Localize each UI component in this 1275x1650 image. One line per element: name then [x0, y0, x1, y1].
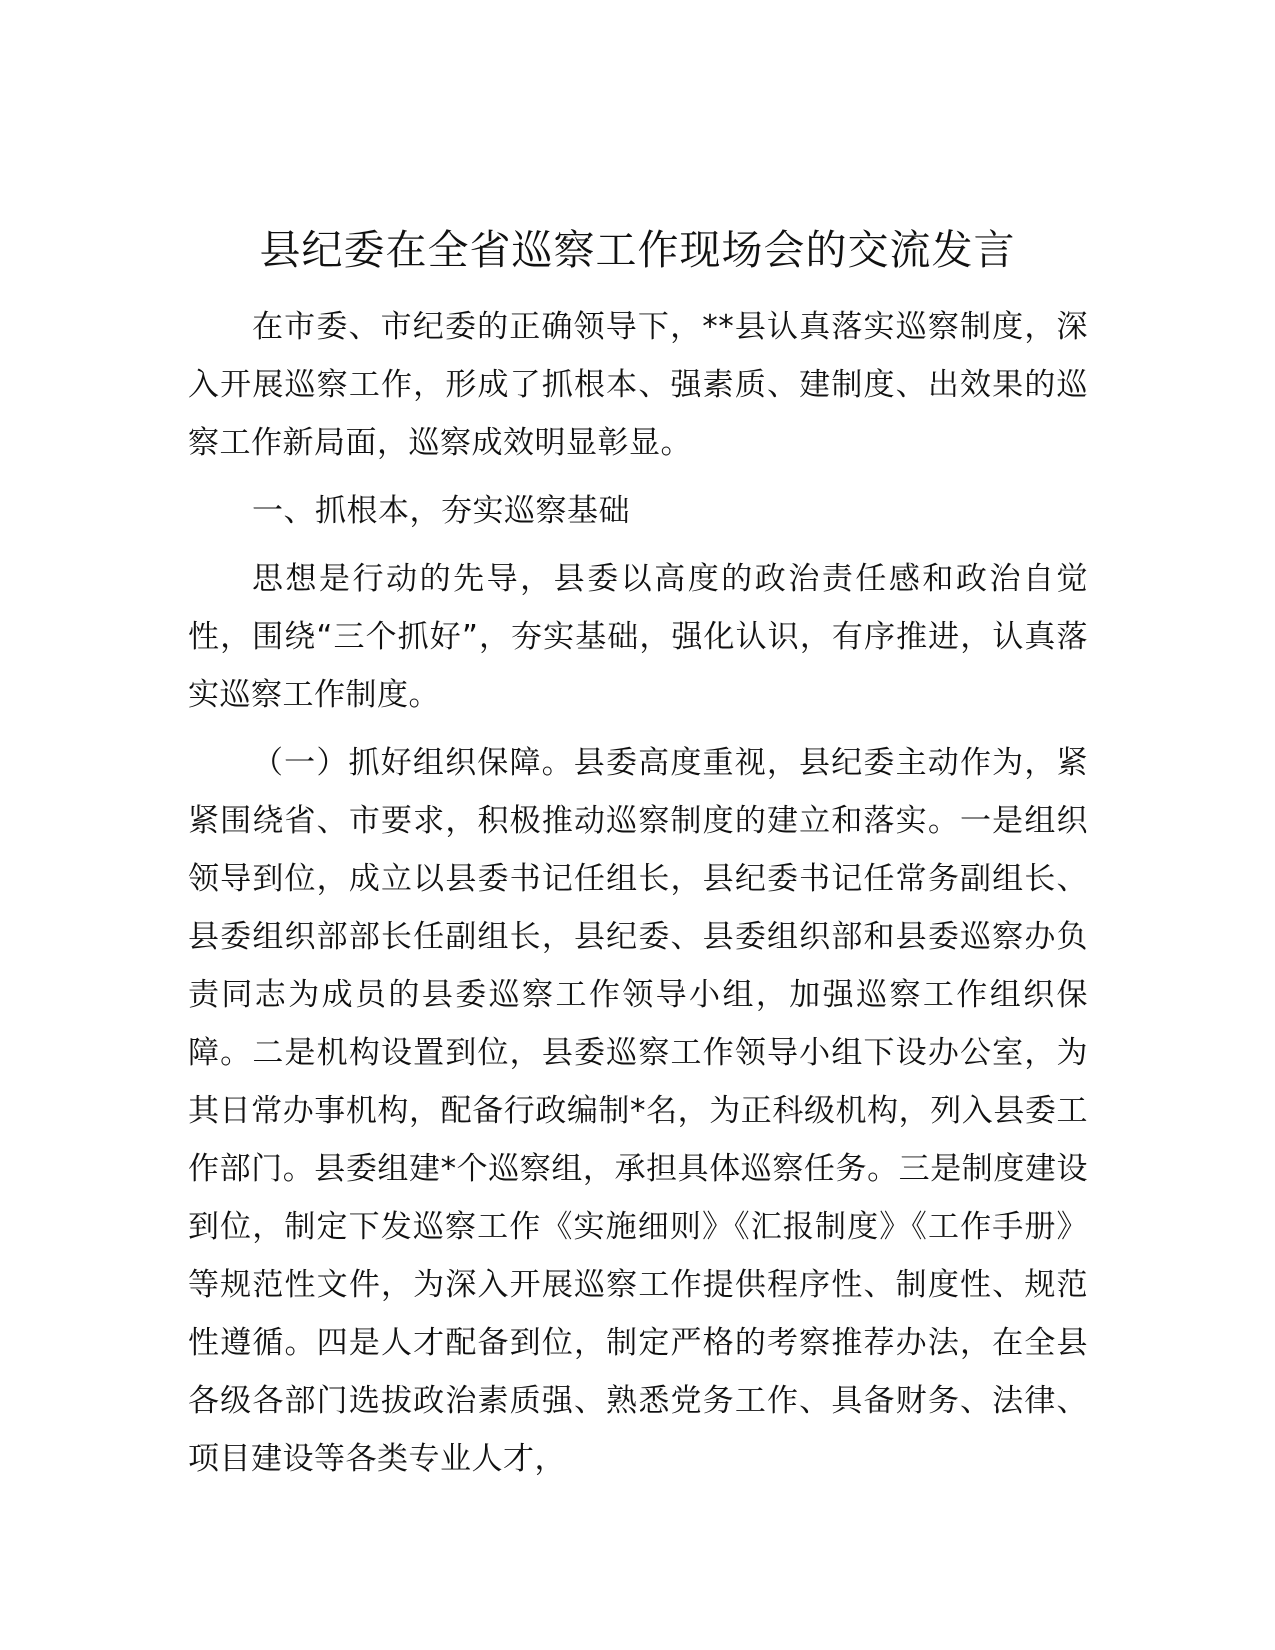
section-heading-1: 一、抓根本，夯实巡察基础: [252, 493, 630, 529]
document-title: 县纪委在全省巡察工作现场会的交流发言: [259, 226, 1016, 274]
document-body: [188, 298, 1088, 1498]
intro-paragraph: 在市委、市纪委的正确领导下，**县认真落实巡察制度，深入开展巡察工作，形成了抓根本、强素质、建制度、出效果的巡察工作新局面，巡察成效明显彰显。: [188, 309, 1088, 461]
section-1-intro-paragraph: 思想是行动的先导，县委以高度的政治责任感和政治自觉性，围绕“三个抓好”，夯实基础，强化认识，有序推进，认真落实巡察工作制度。: [188, 561, 1088, 713]
subsection-1-paragraph: （一）抓好组织保障。县委高度重视，县纪委主动作为，紧紧围绕省、市要求，积极推动巡察制度的建立和落实。一是组织领导到位，成立以县委书记任组长，县纪委书记任常务副组长、县委组织部部长任副组长，县纪委、县委组织部和县委巡察办负责同志为成员的县委巡察工作领导小组，加强巡察工作组织保障。二是机构设置到位，县委巡察工作领导小组下设办公室，为其日常办事机构，配备行政编制*名，为正科级机构，列入县委工作部门。县委组建*个巡察组，承担具体巡察任务。三是制度建设到位，制定下发巡察工作《实施细则》《汇报制度》《工作手册》等规范性文件，为深入开展巡察工作提供程序性、制度性、规范性遵循。四是人才配备到位，制定严格的考察推荐办法，在全县各级各部门选拔政治素质强、熟悉党务工作、具备财务、法律、项目建设等各类专业人才，: [188, 745, 1088, 1477]
